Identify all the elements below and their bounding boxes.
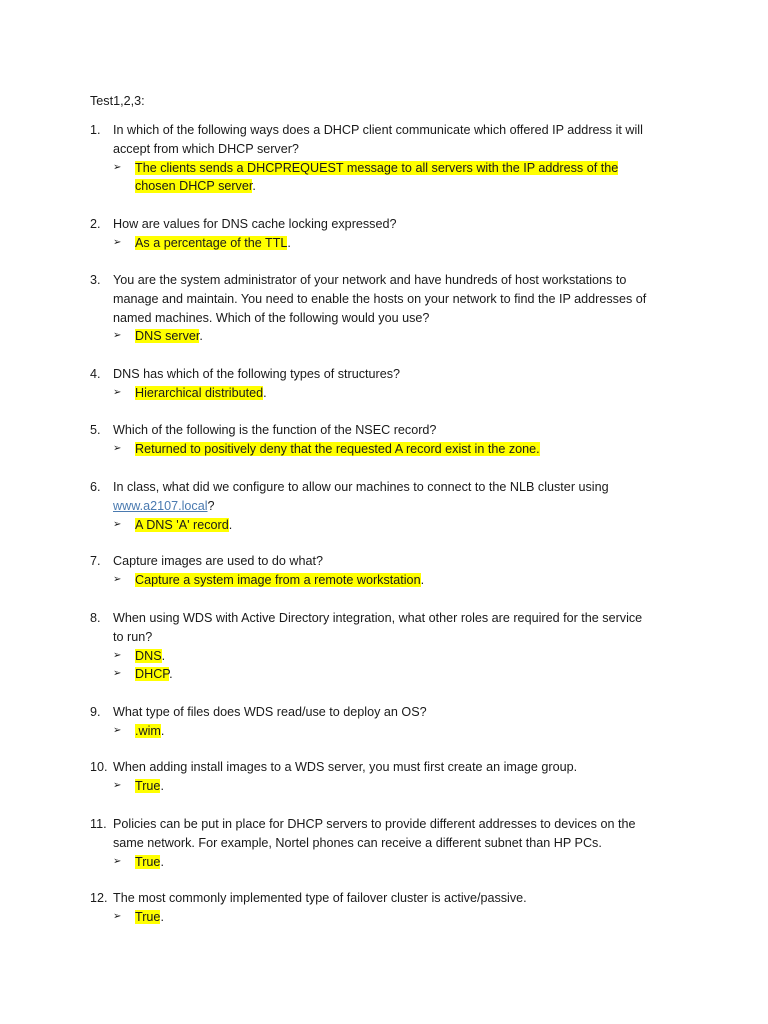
question-text: The most commonly implemented type of failover cluster is active/passive. [113,891,527,905]
question-line [90,215,690,234]
arrow-bullet-icon: ➢ [113,573,122,585]
question-number: 7. [90,554,101,568]
answer-text: DNS server. [135,329,203,344]
answer-text: .wim. [135,723,165,738]
question-line [90,815,690,834]
arrow-bullet-icon: ➢ [113,779,122,791]
arrow-bullet-icon: ➢ [113,649,122,661]
question-number [90,290,113,309]
question-number: 5. [90,423,101,437]
question-text: www.a2107.local? [113,498,215,513]
answer-line [90,777,690,796]
question-text: When using WDS with Active Directory integration, what other roles are required for the service [113,611,643,625]
answer-line [90,516,690,535]
question-text: to run? [113,629,153,644]
question-item [90,758,690,796]
question-text: What type of files does WDS read/use to deploy an OS? [113,705,427,719]
answer-text: True. [135,778,164,793]
highlighted-answer: As a percentage of the TTL [135,235,288,250]
answer-line [90,853,690,872]
answer-text: Capture a system image from a remote workstation. [135,572,425,587]
question-item [90,215,690,253]
question-text: same network. For example, Nortel phones can receive a different subnet than HP PCs. [113,835,602,850]
question-text: Which of the following is the function of the NSEC record? [113,423,437,437]
question-line [90,478,690,497]
question-line [90,834,690,853]
question-number [90,140,113,159]
highlighted-answer: True [135,854,161,869]
question-number: 8. [90,611,101,625]
question-number [90,834,113,853]
highlighted-answer: Hierarchical distributed [135,385,264,400]
page-title: Test1,2,3: [90,94,145,108]
arrow-bullet-icon: ➢ [113,236,122,248]
question-number: 4. [90,367,101,381]
arrow-bullet-icon: ➢ [113,518,122,530]
answer-line [90,234,690,253]
question-line [90,552,690,571]
answer-line [90,159,690,178]
question-line [90,889,690,908]
question-text: Capture images are used to do what? [113,554,324,568]
question-text: In class, what did we configure to allow our machines to connect to the NLB cluster using [113,480,609,494]
question-item [90,365,690,403]
question-text: When adding install images to a WDS server, you must first create an image group. [113,760,578,774]
question-item [90,421,690,459]
highlighted-answer: chosen DHCP server [135,179,253,194]
answer-line [90,908,690,927]
highlighted-answer: .wim [135,723,161,738]
question-text: In which of the following ways does a DHCP client communicate which offered IP address it will [113,123,643,137]
question-line [90,271,690,290]
question-number: 1. [90,123,101,137]
arrow-bullet-icon [113,177,135,196]
answer-text: chosen DHCP server. [135,179,256,194]
answer-text: DNS. [135,648,166,663]
answer-line [90,440,690,459]
question-line [90,609,690,628]
question-line [90,758,690,777]
question-item [90,609,690,684]
question-line [90,121,690,140]
answer-line [90,327,690,346]
arrow-bullet-icon: ➢ [113,668,122,680]
answer-text: A DNS 'A' record. [135,517,233,532]
answer-line [90,722,690,741]
arrow-bullet-icon: ➢ [113,386,122,398]
question-text: How are values for DNS cache locking expressed? [113,217,397,231]
question-number: 3. [90,273,101,287]
question-item [90,815,690,871]
question-number [90,497,113,516]
question-number [90,309,113,328]
answer-text [135,440,680,459]
highlighted-answer: DNS server [135,329,200,344]
answer-text: DHCP. [135,667,173,682]
answer-line [90,647,690,666]
question-line [90,703,690,722]
arrow-bullet-icon: ➢ [113,724,122,736]
question-number: 2. [90,217,101,231]
question-text: DNS has which of the following types of structures? [113,367,400,381]
answer-text: Hierarchical distributed. [135,385,267,400]
answer-text [135,159,680,178]
answer-line [90,571,690,590]
question-number: 11. [90,817,107,831]
question-line [90,628,690,647]
question-link[interactable]: www.a2107.local [113,498,208,513]
question-line [90,290,690,309]
highlighted-answer: Returned to positively deny that the requested A record exist in the zone. [135,441,540,456]
arrow-bullet-icon: ➢ [113,442,122,454]
highlighted-answer: DNS [135,648,162,663]
answer-text: True. [135,854,164,869]
question-line [90,497,690,516]
highlighted-answer: A DNS 'A' record [135,517,229,532]
question-item [90,271,690,346]
question-item [90,889,690,927]
arrow-bullet-icon: ➢ [113,330,122,342]
highlighted-answer: Capture a system image from a remote workstation [135,572,421,587]
question-item [90,121,690,196]
question-line [90,365,690,384]
question-text: manage and maintain. You need to enable the hosts on your network to find the IP addresses of [113,291,647,306]
answer-text: True. [135,909,164,924]
highlighted-answer: True [135,778,161,793]
question-number: 10. [90,760,108,774]
arrow-bullet-icon: ➢ [113,855,122,867]
answer-line [90,665,690,684]
question-line [90,309,690,328]
question-item [90,478,690,534]
question-number: 12. [90,891,108,905]
answer-text: As a percentage of the TTL. [135,235,291,250]
highlighted-answer: DHCP [135,667,170,682]
arrow-bullet-icon: ➢ [113,910,122,922]
question-item [90,703,690,741]
question-text: named machines. Which of the following would you use? [113,310,430,325]
question-line [90,421,690,440]
question-text: You are the system administrator of your network and have hundreds of host workstations to [113,273,627,287]
question-number: 6. [90,480,101,494]
highlighted-answer: The clients sends a DHCPREQUEST message to all servers with the IP address of the [135,160,619,175]
answer-line [90,177,690,196]
question-number [90,628,113,647]
question-text: Policies can be put in place for DHCP servers to provide different addresses to devices on the [113,817,636,831]
question-text: accept from which DHCP server? [113,141,299,156]
question-line [90,140,690,159]
answer-line [90,384,690,403]
arrow-bullet-icon: ➢ [113,161,122,173]
question-item [90,552,690,590]
highlighted-answer: True [135,909,161,924]
question-number: 9. [90,705,101,719]
